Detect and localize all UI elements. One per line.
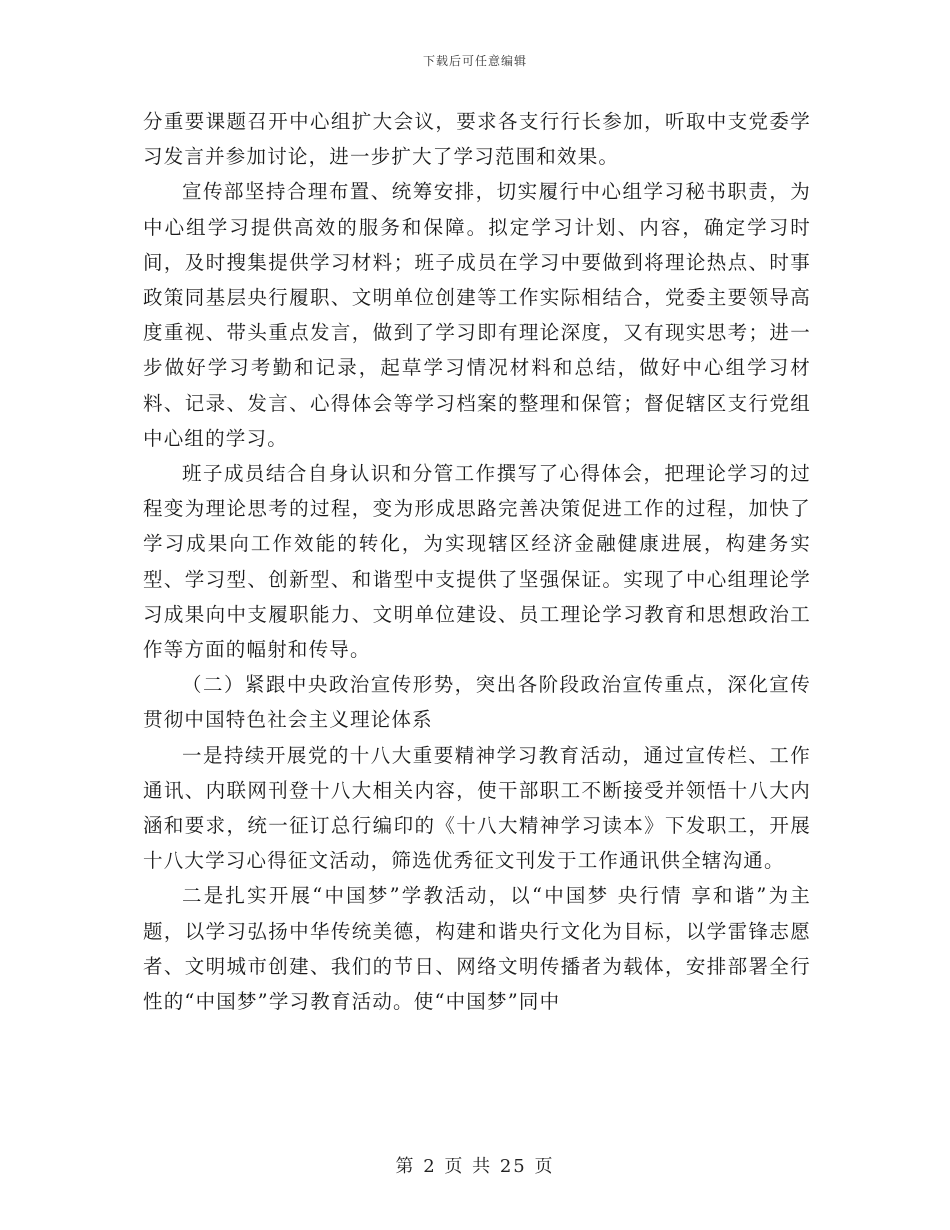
page-number: 第 2 页 共 25 页 [395,1156,555,1177]
paragraph-continuation: 分重要课题召开中心组扩大会议，要求各支行行长参加，听取中支党委学习发言并参加讨论，进一步扩大了学习范围和效果。 [143,110,811,169]
document-body [143,104,811,1019]
paragraph-point-one: 一是持续开展党的十八大重要精神学习教育活动，通过宣传栏、工作通讯、内联网刊登十八大相关内容，使干部职工不断接受并领悟十八大内涵和要求，统一征订总行编印的《十八大精神学习读本》下发职工，开展十八大学习心得征文活动，筛选优秀征文刊发于工作通讯供全辖沟通。 [143,743,811,873]
paragraph-publicity-dept: 宣传部坚持合理布置、统筹安排，切实履行中心组学习秘书职责，为中心组学习提供高效的服务和保障。拟定学习计划、内容，确定学习时间，及时搜集提供学习材料；班子成员在学习中要做到将理论热点、时事政策同基层央行履职、文明单位创建等工作实际相结合，党委主要领导高度重视、带头重点发言，做到了学习即有理论深度，又有现实思考；进一步做好学习考勤和记录，起草学习情况材料和总结，做好中心组学习材料、记录、发言、心得体会等学习档案的整理和保管；督促辖区支行党组中心组的学习。 [143,180,811,450]
page-header: 下载后可任意编辑 [422,54,527,68]
paragraph-point-two: 二是扎实开展“中国梦”学教活动，以“中国梦 央行情 享和谐”为主题，以学习弘扬中华传统美德，构建和谐央行文化为目标，以学雷锋志愿者、文明城市创建、我们的节日、网络文明传播者为载体，安排部署全行性的“中国梦”学习教育活动。使“中国梦”同中 [143,884,811,1014]
section-heading: （二）紧跟中央政治宣传形势，突出各阶段政治宣传重点，深化宣传贯彻中国特色社会主义理论体系 [143,673,811,732]
paragraph-team-members: 班子成员结合自身认识和分管工作撰写了心得体会，把理论学习的过程变为理论思考的过程，变为形成思路完善决策促进工作的过程，加快了学习成果向工作效能的转化，为实现辖区经济金融健康进展，构建务实型、学习型、创新型、和谐型中支提供了坚强保证。实现了中心组理论学习成果向中支履职能力、文明单位建设、员工理论学习教育和思想政治工作等方面的幅射和传导。 [143,462,811,662]
